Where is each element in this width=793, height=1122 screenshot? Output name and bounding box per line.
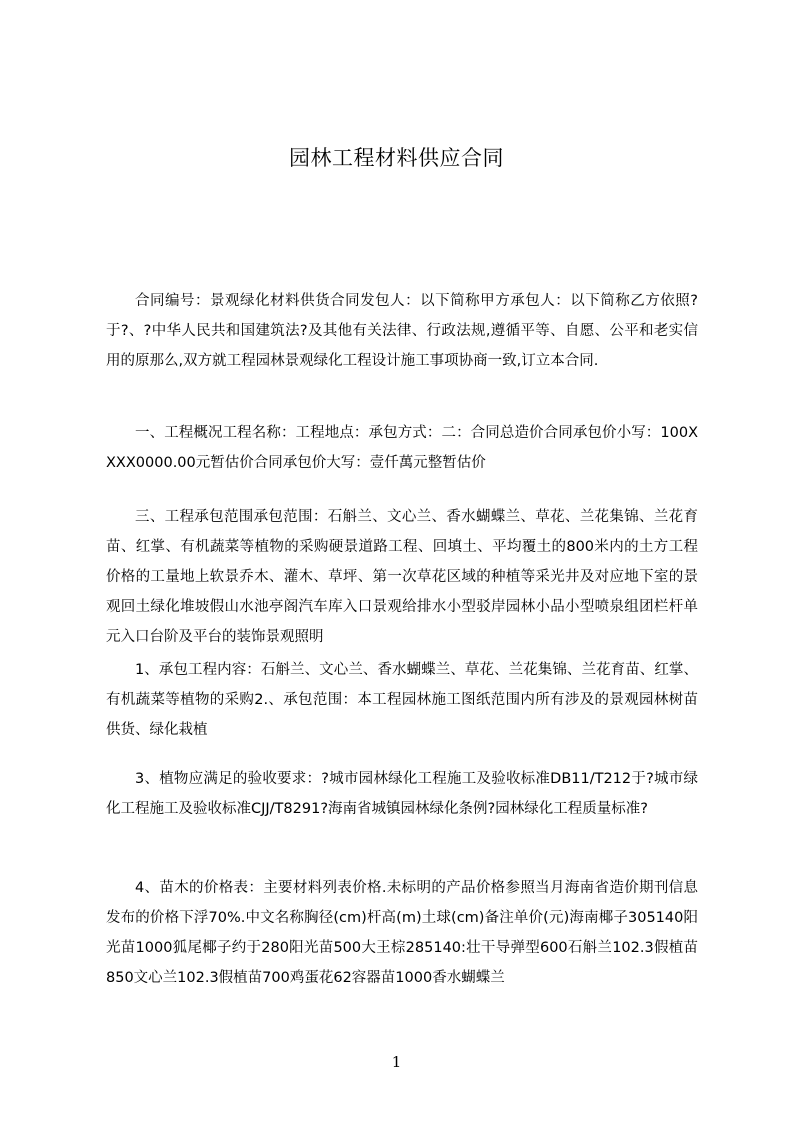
paragraph-acceptance-requirements: 3、植物应满足的验收要求：?城市园林绿化工程施工及验收标准DB11/T212于?城市绿化工程施工及验收标准CJJ/T8291?海南省城镇园林绿化条例?园林绿化工程质量标准? <box>106 771 698 817</box>
paragraph-contract-scope: 三、工程承包范围承包范围：石斛兰、文心兰、香水蝴蝶兰、草花、兰花集锦、兰花育苗、红掌、有机蔬菜等植物的采购硬景道路工程、回填土、平均覆土的800米内的土方工程价格的工量地上软景乔木、灌木、草坪、第一次草花区域的种植等采光井及对应地下室的景观回土绿化堆坡假山水池亭阁汽车库入口景观给排水小型驳岸园林小品小型喷泉组团栏杆单元入口台阶及平台的装饰景观照明 <box>106 509 698 645</box>
paragraph-work-content: 1、承包工程内容：石斛兰、文心兰、香水蝴蝶兰、草花、兰花集锦、兰花育苗、红掌、有机蔬菜等植物的采购2.、承包范围：本工程园林施工图纸范围内所有涉及的景观园林树苗供货、绿化栽植 <box>106 662 698 738</box>
paragraph-contract-preamble: 合同编号：景观绿化材料供货合同发包人：以下简称甲方承包人：以下简称乙方依照?于?、?中华人民共和国建筑法?及其他有关法律、行政法规,遵循平等、自愿、公平和老实信用的原那么,双方就工程园林景观绿化工程设计施工事项协商一致,订立本合同. <box>106 293 698 369</box>
paragraph-price-list: 4、苗木的价格表：主要材料列表价格.未标明的产品价格参照当月海南省造价期刊信息发布的价格下浮70%.中文名称胸径(cm)杆高(m)土球(cm)备注单价(元)海南椰子305140阳光苗1000狐尾椰子约于280阳光苗500大王棕285140:壮干导弹型600石斛兰102.3假植苗850文心兰102.3假植苗700鸡蛋花62容器苗1000香水蝴蝶兰 <box>106 880 698 986</box>
paragraph-project-overview: 一、工程概况工程名称：工程地点：承包方式：二：合同总造价合同承包价小写：100XXXX0000.00元暂估价合同承包价大写：壹仟萬元整暂估价 <box>106 425 698 471</box>
document-title: 园林工程材料供应合同 <box>289 146 504 170</box>
page-number: 1 <box>391 1053 402 1071</box>
